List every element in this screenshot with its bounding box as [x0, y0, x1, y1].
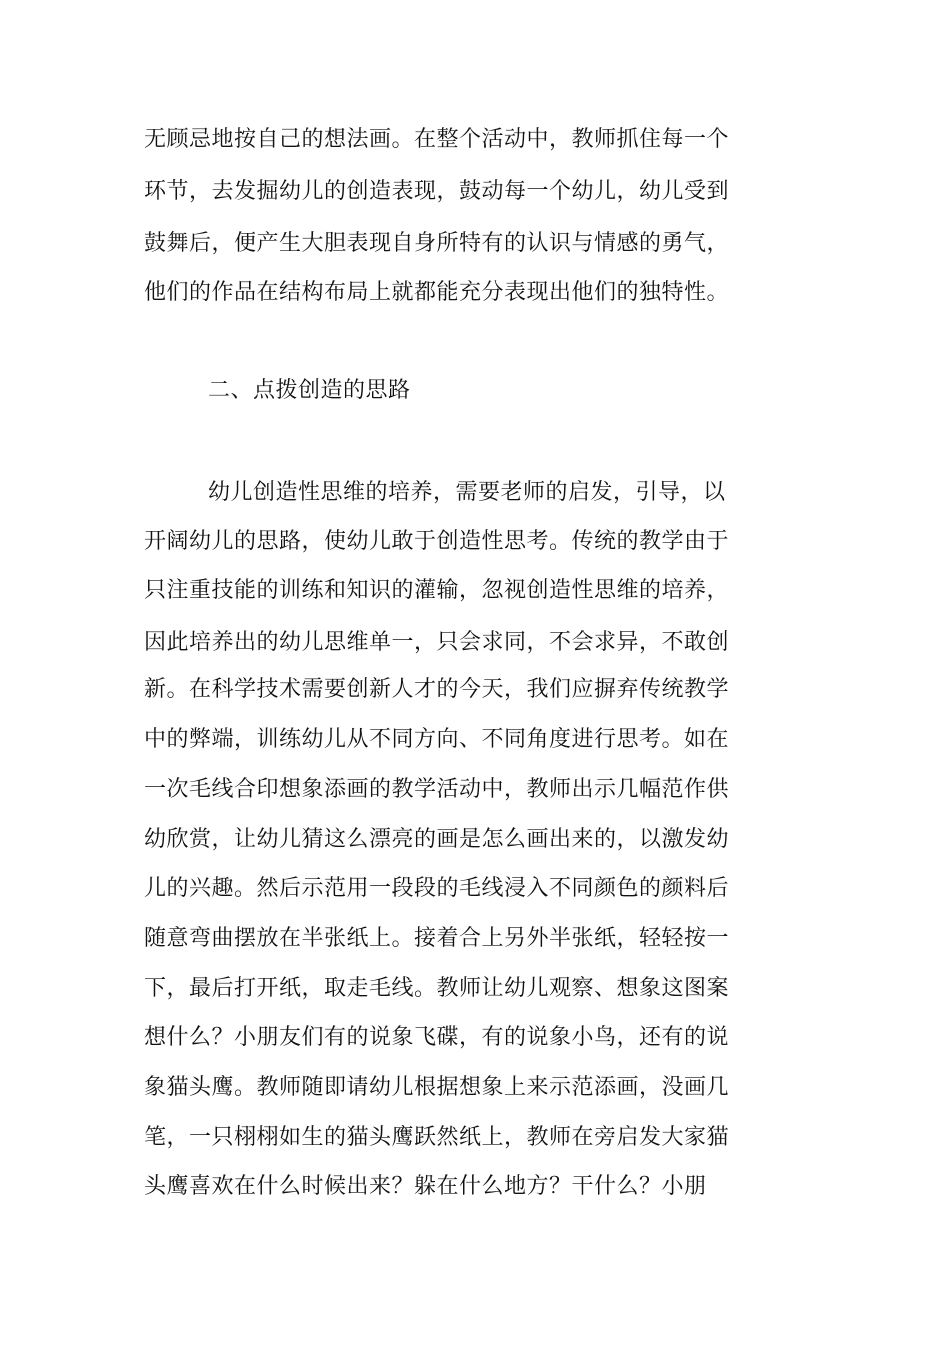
paragraph2-line-3: 只注重技能的训练和知识的灌输，忽视创造性思维的培养， — [144, 578, 730, 603]
paragraph1-line-2: 环节，去发掘幼儿的创造表现，鼓动每一个幼儿，幼儿受到 — [144, 179, 730, 204]
paragraph2-line-13: 象猫头鹰。教师随即请幼儿根据想象上来示范添画，没画几 — [144, 1075, 730, 1100]
paragraph2-line-2: 开阔幼儿的思路，使幼儿敢于创造性思考。传统的教学由于 — [144, 529, 730, 554]
paragraph2-line-8: 幼欣赏，让幼儿猜这么漂亮的画是怎么画出来的，以激发幼 — [144, 827, 730, 852]
paragraph1-line-3: 鼓舞后，便产生大胆表现自身所特有的认识与情感的勇气， — [144, 231, 730, 256]
paragraph2-line-10: 随意弯曲摆放在半张纸上。接着合上另外半张纸，轻轻按一 — [144, 926, 730, 951]
paragraph2-line-12: 想什么？小朋友们有的说象飞碟，有的说象小鸟，还有的说 — [144, 1025, 730, 1050]
paragraph2-line-9: 儿的兴趣。然后示范用一段段的毛线浸入不同颜色的颜料后 — [144, 876, 730, 901]
paragraph2-line-11: 下，最后打开纸，取走毛线。教师让幼儿观察、想象这图案 — [144, 976, 730, 1001]
section-heading: 二、点拨创造的思路 — [208, 378, 411, 403]
paragraph2-line-5: 新。在科学技术需要创新人才的今天，我们应摒弃传统教学 — [144, 677, 730, 702]
paragraph1-line-4: 他们的作品在结构布局上就都能充分表现出他们的独特性。 — [144, 280, 730, 305]
paragraph2-line-1: 幼儿创造性思维的培养，需要老师的启发，引导，以 — [208, 480, 726, 505]
paragraph2-line-14: 笔，一只栩栩如生的猫头鹰跃然纸上，教师在旁启发大家猫 — [144, 1125, 730, 1150]
paragraph1-line-1: 无顾忌地按自己的想法画。在整个活动中，教师抓住每一个 — [144, 127, 730, 152]
paragraph2-line-4: 因此培养出的幼儿思维单一，只会求同，不会求异，不敢创 — [144, 630, 730, 655]
paragraph2-line-7: 一次毛线合印想象添画的教学活动中，教师出示几幅范作供 — [144, 777, 730, 802]
paragraph2-line-6: 中的弊端，训练幼儿从不同方向、不同角度进行思考。如在 — [144, 727, 730, 752]
paragraph2-line-15: 头鹰喜欢在什么时候出来？躲在什么地方？干什么？小朋 — [144, 1174, 707, 1199]
